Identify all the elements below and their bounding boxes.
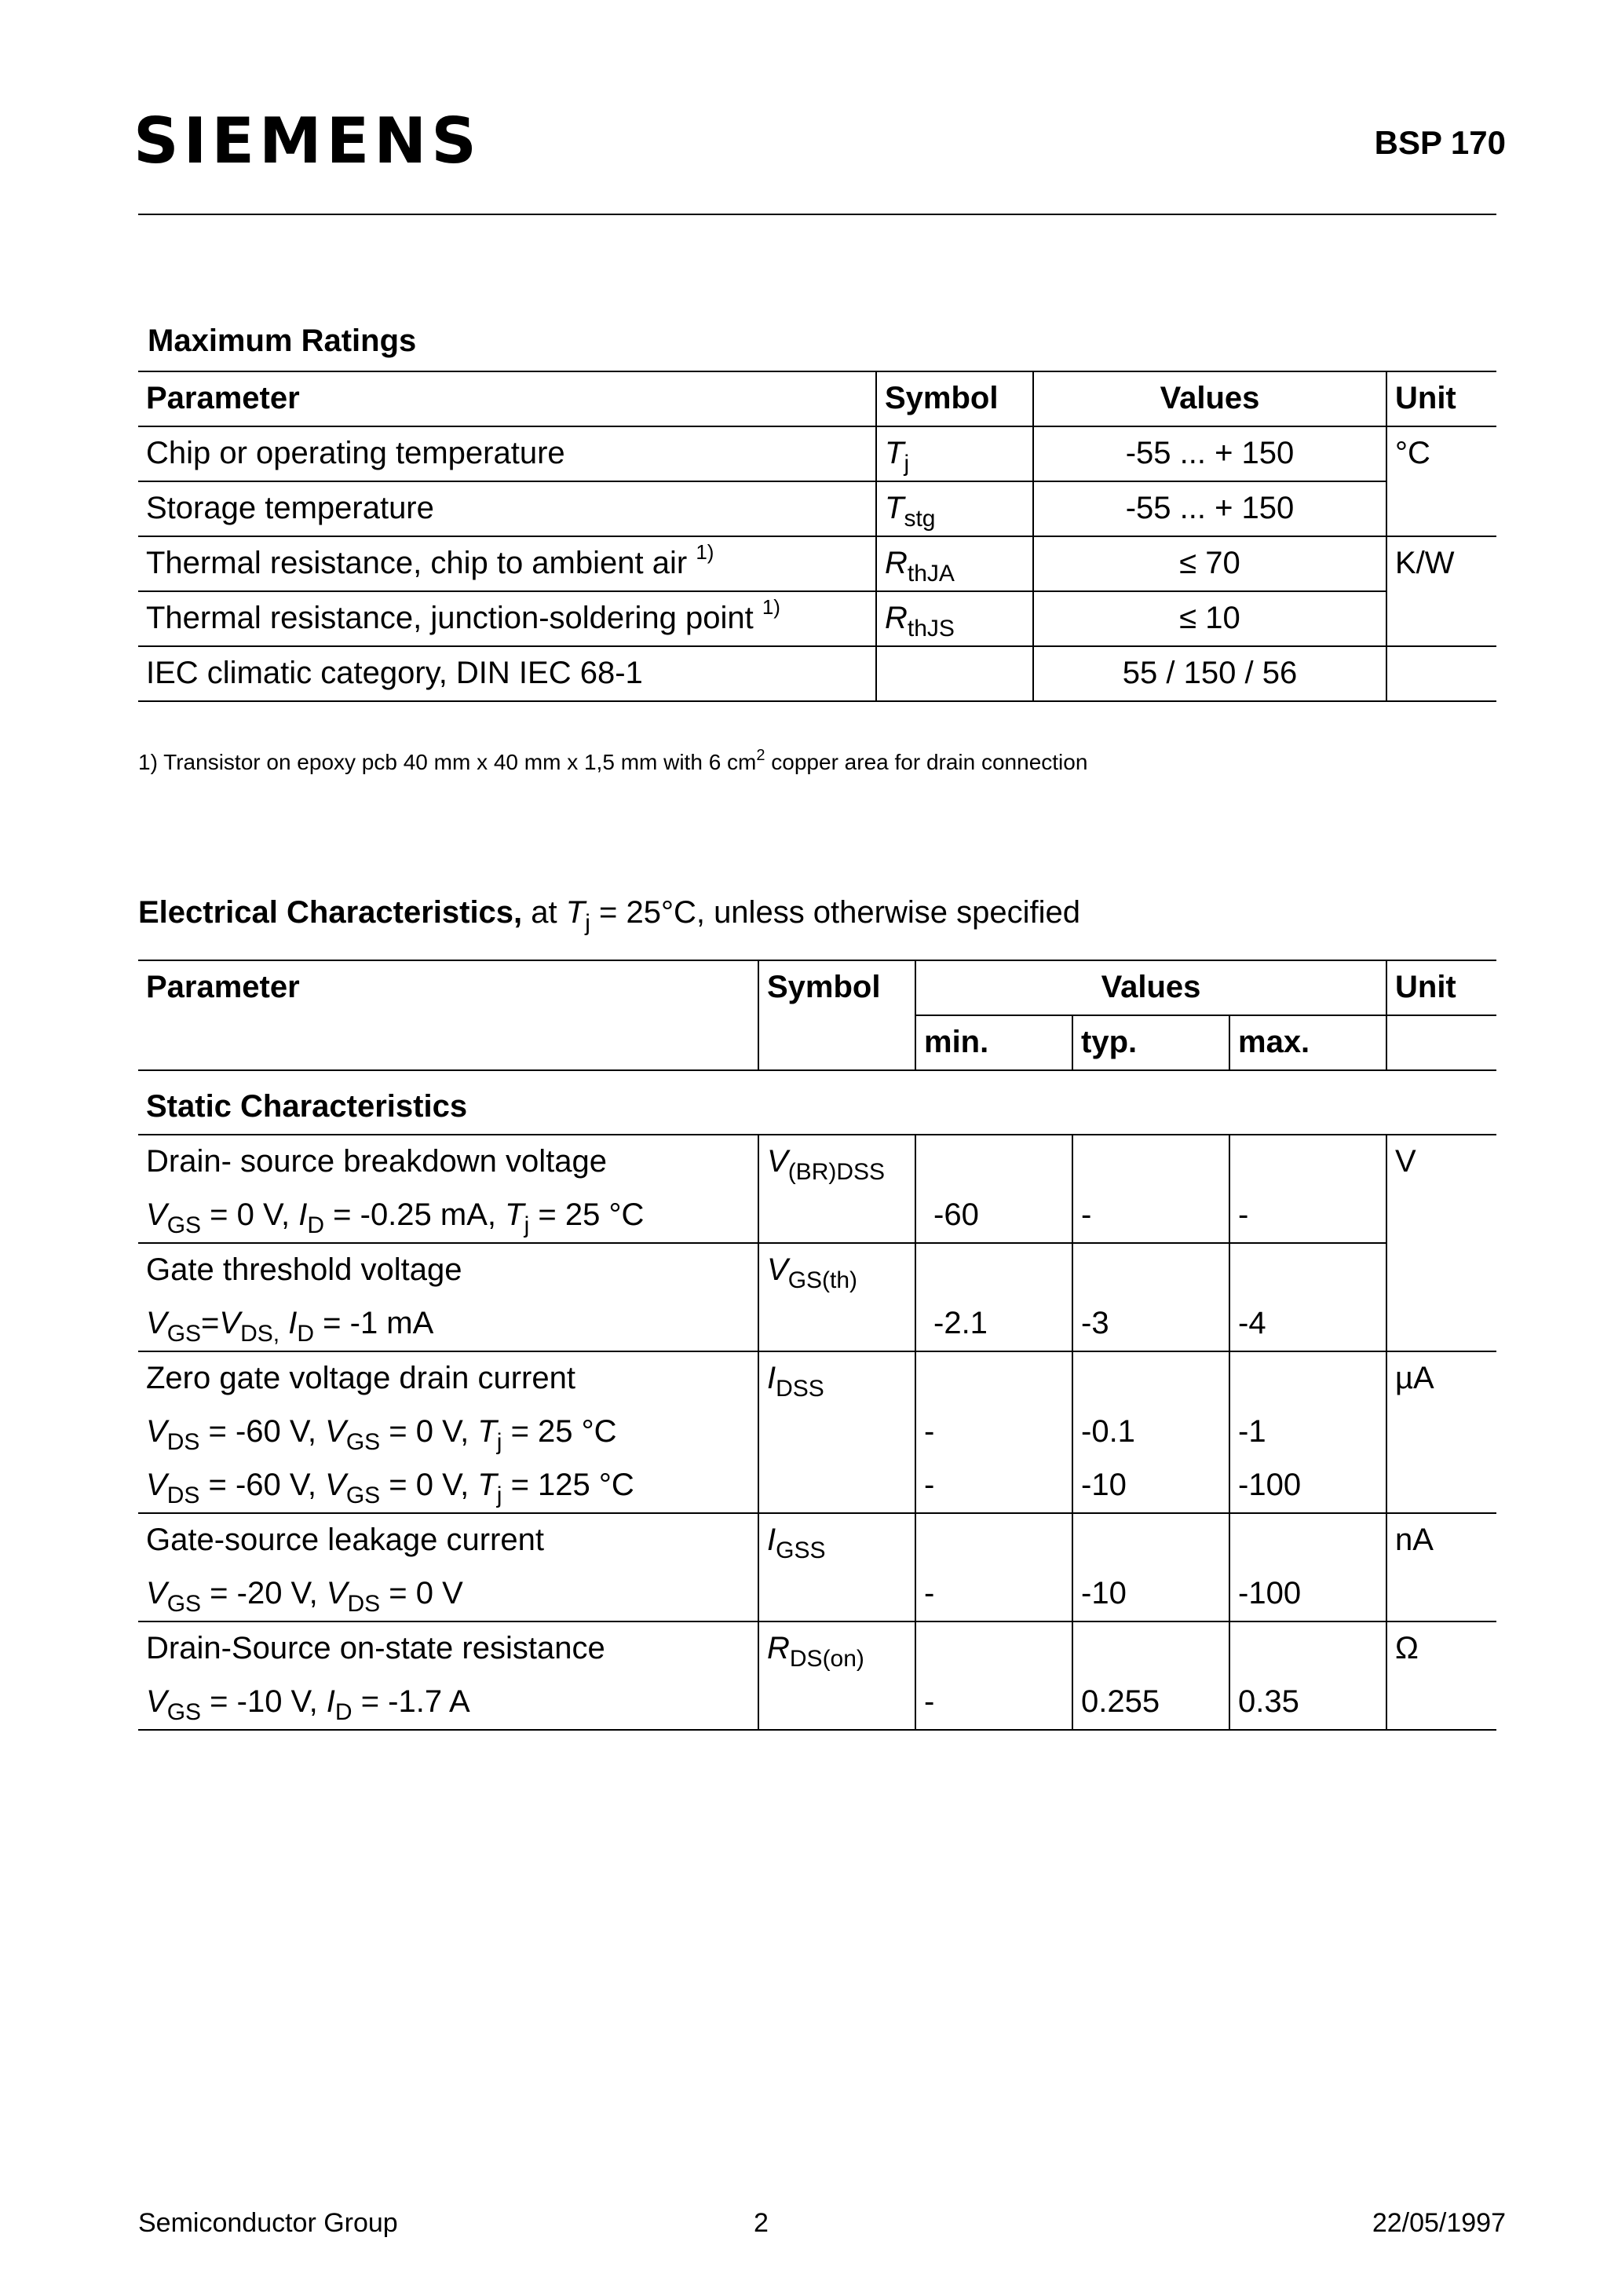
param-cell: IEC climatic category, DIN IEC 68-1 xyxy=(138,646,876,701)
max-cell: -4 xyxy=(1229,1297,1386,1351)
symbol-cell: $T_{stg}$ xyxy=(876,481,1033,536)
header-values: Values xyxy=(915,960,1386,1015)
footnote: 1) Transistor on epoxy pcb 40 mm x 40 mm x 1,5 mm with 6 $cm^2$ copper area for drain connection xyxy=(138,747,1088,774)
symbol-cell: $I_{GSS}$ xyxy=(758,1513,915,1567)
table-row xyxy=(138,1351,1496,1406)
symbol-cell: $R_{thJA}$ xyxy=(876,536,1033,591)
typ-cell: -10 xyxy=(1072,1567,1229,1621)
electrical-title: Electrical Characteristics, at $T_j = 25^\circ C$, unless otherwise specified xyxy=(138,895,1080,936)
min-cell: - xyxy=(915,1567,1072,1621)
unit-cell: °C xyxy=(1386,426,1496,481)
siemens-logo: SIEMENS xyxy=(133,104,481,177)
symbol-cell: $R_{DS(on)}$ xyxy=(758,1621,915,1676)
table-row xyxy=(138,1459,1496,1513)
condition-cell: $V_{GS} = -10$ V, $I_D = -1.7$ A xyxy=(138,1676,758,1730)
unit-cell: nA xyxy=(1386,1513,1496,1567)
header-unit: Unit xyxy=(1386,960,1496,1015)
value-cell: ≤ 10 xyxy=(1033,591,1386,646)
min-cell: -2.1 xyxy=(915,1297,1072,1351)
table-row xyxy=(138,1297,1496,1351)
table-row xyxy=(138,426,1496,481)
min-cell: - xyxy=(915,1406,1072,1459)
table-row xyxy=(138,536,1496,591)
table-subheader-row xyxy=(138,1015,1496,1070)
param-cell: Storage temperature xyxy=(138,481,876,536)
table-row xyxy=(138,481,1496,536)
table-row xyxy=(138,1135,1496,1189)
header-symbol: Symbol xyxy=(758,960,915,1015)
symbol-cell: $T_j$ xyxy=(876,426,1033,481)
page-number: 2 xyxy=(754,2208,769,2238)
table-row xyxy=(138,1567,1496,1621)
max-ratings-table xyxy=(138,371,1496,702)
header-symbol: Symbol xyxy=(876,371,1033,426)
table-row xyxy=(138,1621,1496,1676)
typ-cell: 0.255 xyxy=(1072,1676,1229,1730)
condition-cell: $V_{DS} = -60$ V, $V_{GS} = 0$ V, $T_j = 25$ °C xyxy=(146,1414,617,1455)
unit-cell xyxy=(1386,591,1496,646)
typ-cell: - xyxy=(1072,1189,1229,1243)
symbol-cell: $I_{DSS}$ xyxy=(758,1351,915,1406)
value-cell: -55 ... + 150 xyxy=(1033,426,1386,481)
value-cell: ≤ 70 xyxy=(1033,536,1386,591)
table-row xyxy=(138,591,1496,646)
unit-cell xyxy=(1386,481,1496,536)
param-cell: Drain- source breakdown voltage xyxy=(146,1144,607,1179)
param-cell: Thermal resistance, junction-soldering point $^{1)}$ xyxy=(138,591,876,646)
param-cell: Drain-Source on-state resistance xyxy=(146,1631,605,1665)
typ-cell: -3 xyxy=(1072,1297,1229,1351)
max-cell: - xyxy=(1229,1189,1386,1243)
param-cell: Thermal resistance, chip to ambient air $^{1)}$ xyxy=(138,536,876,591)
unit-cell xyxy=(1386,646,1496,701)
part-number: BSP 170 xyxy=(1374,124,1506,161)
header-max: max. xyxy=(1229,1015,1386,1070)
header-divider xyxy=(138,214,1496,215)
static-characteristics-title: Static Characteristics xyxy=(138,1080,1496,1135)
table-header-row xyxy=(138,371,1496,426)
max-cell: -100 xyxy=(1229,1459,1386,1513)
symbol-cell: $V_{GS(th)}$ xyxy=(758,1243,915,1297)
symbol-cell: $V_{(BR)DSS}$ xyxy=(758,1135,915,1189)
condition-cell: $V_{DS} = -60$ V, $V_{GS} = 0$ V, $T_j = 125$ °C xyxy=(138,1459,758,1513)
max-cell: -1 xyxy=(1229,1406,1386,1459)
param-cell: Zero gate voltage drain current xyxy=(146,1361,575,1395)
param-cell: Gate-source leakage current xyxy=(146,1523,544,1557)
param-cell: Chip or operating temperature xyxy=(138,426,876,481)
value-cell: 55 / 150 / 56 xyxy=(1033,646,1386,701)
table-row xyxy=(138,1406,1496,1459)
max-cell: -100 xyxy=(1229,1567,1386,1621)
table-row xyxy=(138,1513,1496,1567)
static-title-row xyxy=(138,1080,1496,1135)
typ-cell: -0.1 xyxy=(1072,1406,1229,1459)
table-row xyxy=(138,1189,1496,1243)
condition-cell: $V_{GS} = 0$ V, $I_D = -0.25$ mA, $T_j = 25$ °C xyxy=(138,1189,758,1243)
unit-cell: Ω xyxy=(1386,1621,1496,1676)
symbol-cell: $R_{thJS}$ xyxy=(876,591,1033,646)
max-cell: 0.35 xyxy=(1229,1676,1386,1730)
unit-cell: V xyxy=(1386,1135,1496,1189)
value-cell: -55 ... + 150 xyxy=(1033,481,1386,536)
table-row xyxy=(138,1243,1496,1297)
header-unit: Unit xyxy=(1386,371,1496,426)
typ-cell: -10 xyxy=(1072,1459,1229,1513)
header-parameter: Parameter xyxy=(138,371,876,426)
header-min: min. xyxy=(915,1015,1072,1070)
min-cell: - xyxy=(915,1676,1072,1730)
table-row xyxy=(138,1676,1496,1730)
header-parameter: Parameter xyxy=(138,960,758,1015)
min-cell: -60 xyxy=(915,1189,1072,1243)
min-cell: - xyxy=(915,1459,1072,1513)
max-ratings-title: Maximum Ratings xyxy=(148,324,417,358)
param-cell: Gate threshold voltage xyxy=(146,1252,462,1287)
footer-date: 22/05/1997 xyxy=(1372,2208,1506,2238)
symbol-cell xyxy=(876,646,1033,701)
electrical-table xyxy=(138,960,1496,1731)
table-header-row xyxy=(138,960,1496,1015)
condition-cell: $V_{GS} = -20$ V, $V_{DS} = 0$ V xyxy=(138,1567,758,1621)
unit-cell: K/W xyxy=(1386,536,1496,591)
condition-cell: $V_{GS}=V_{DS,}$ $I_D = -1$ mA xyxy=(138,1297,758,1351)
table-row xyxy=(138,646,1496,701)
header-values: Values xyxy=(1033,371,1386,426)
header-typ: typ. xyxy=(1072,1015,1229,1070)
footer-left: Semiconductor Group xyxy=(138,2208,398,2238)
unit-cell: µA xyxy=(1386,1351,1496,1406)
spacer-row xyxy=(138,1070,1496,1080)
